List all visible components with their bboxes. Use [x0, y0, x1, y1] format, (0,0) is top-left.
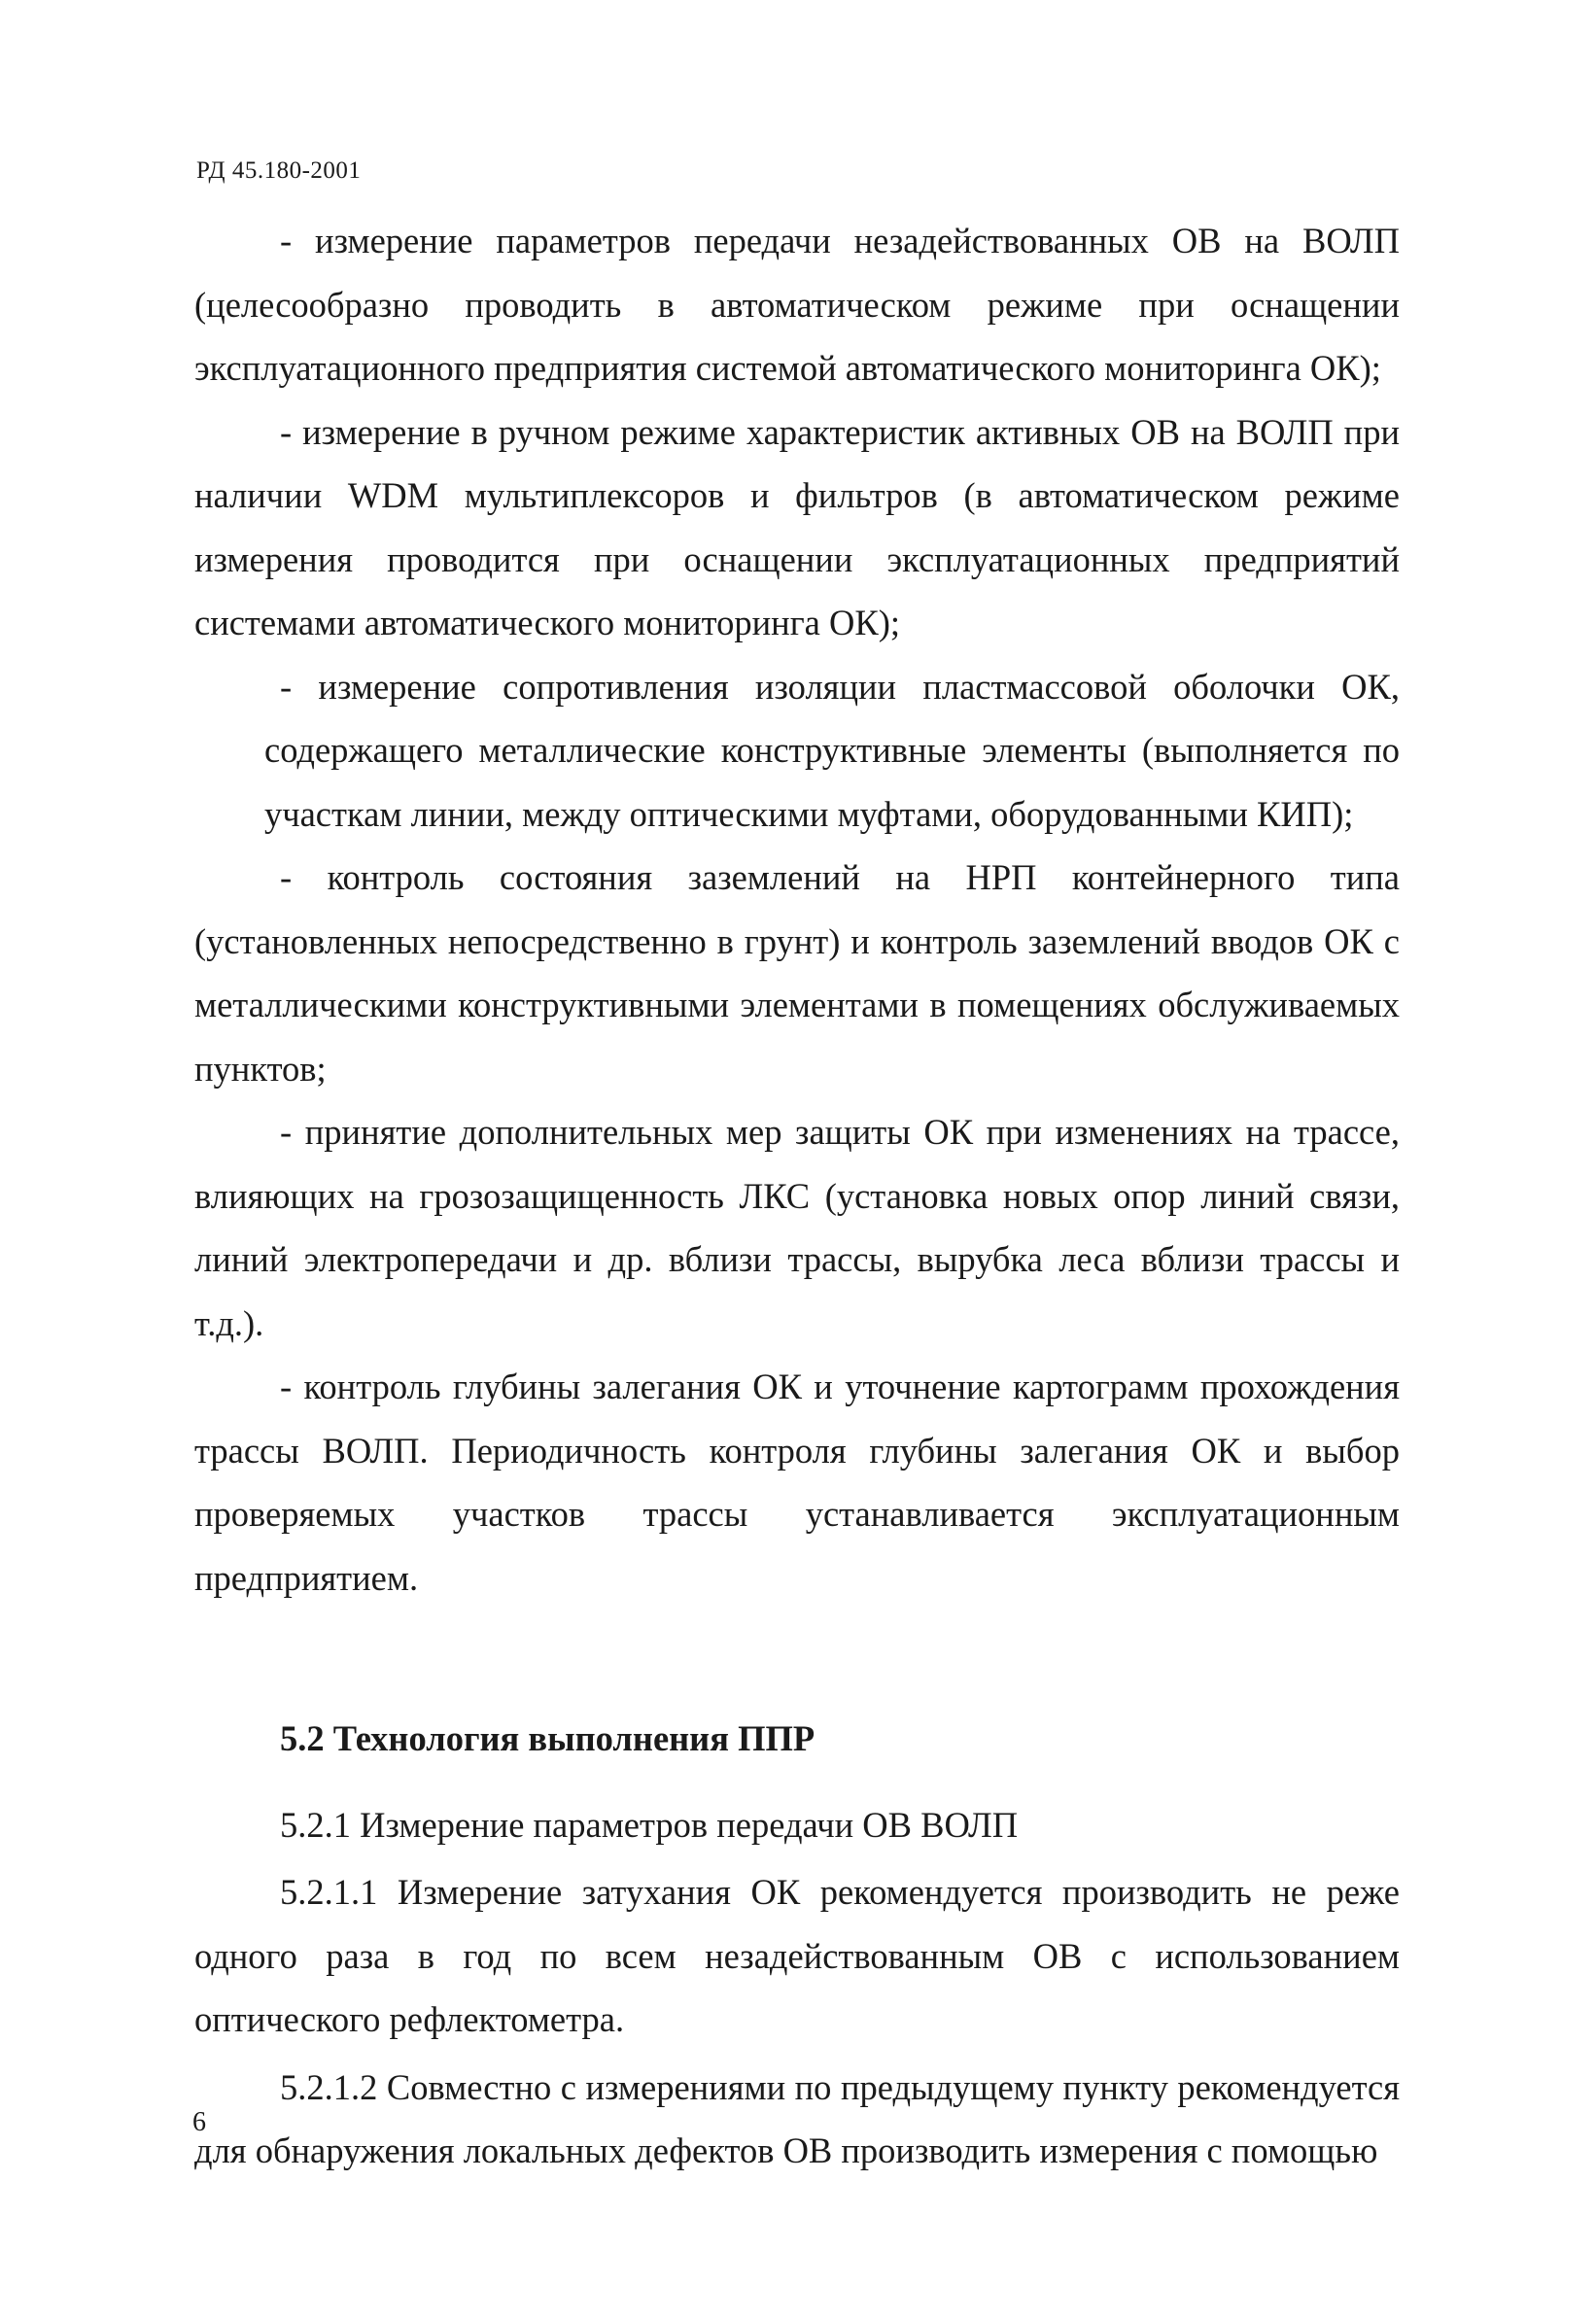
page-body [194, 209, 1400, 2183]
subsection-title: 5.2.1 Измерение параметров передачи ОВ ВОЛП [280, 1804, 1019, 1845]
section-heading: 5.2 Технология выполнения ППР [280, 1718, 815, 1758]
list-item-grounding-control: - контроль состояния заземлений на НРП контейнерного типа (установленных непосредственно в грунт) и контроль заземлений вводов ОК с металлическими конструктивными элементами в помещениях обслуживаемых пунктов; [194, 857, 1400, 1089]
paragraph-5-2-1-2: 5.2.1.2 Совместно с измерениями по предыдущему пункту рекомендуется для обнаружения локальных дефектов ОВ производить измерения с помощью [194, 2066, 1400, 2170]
paragraph-5-2-1-1: 5.2.1.1 Измерение затухания ОК рекомендуется производить не реже одного раза в год по всем незадействованным ОВ с использованием оптического рефлектометра. [194, 1872, 1400, 2039]
list-item-transmission-measurement: - измерение параметров передачи незадействованных ОВ на ВОЛП (целесообразно проводить в автоматическом режиме при оснащении эксплуатационного предприятия системой автоматического мониторинга ОК); [194, 221, 1400, 388]
list-item-insulation-resistance: - измерение сопротивления изоляции пластмассовой оболочки ОК, содержащего металлические конструктивные элементы (выполняется по участкам линии, между оптическими муфтами, оборудованными КИП); [264, 666, 1400, 834]
page-number: 6 [192, 2107, 206, 2137]
list-item-additional-protection: - принятие дополнительных мер защиты ОК при изменениях на трассе, влияющих на грозозащищенность ЛКС (установка новых опор линий связи, линий электропередачи и др. вблизи трассы, вырубка леса вблизи трассы и т.д.). [194, 1112, 1400, 1343]
document-code-header: РД 45.180-2001 [196, 157, 362, 184]
list-item-manual-measurement: - измерение в ручном режиме характеристик активных ОВ на ВОЛП при наличии WDM мультиплексоров и фильтров (в автоматическом режиме измерения проводится при оснащении эксплуатационных предприятий системами автоматического мониторинга ОК); [194, 411, 1400, 642]
list-item-cable-depth-control: - контроль глубины залегания ОК и уточнение картограмм прохождения трассы ВОЛП. Периодичность контроля глубины залегания ОК и выбор проверяемых участков трассы устанавливается эксплуатационным предприятием. [194, 1367, 1400, 1598]
